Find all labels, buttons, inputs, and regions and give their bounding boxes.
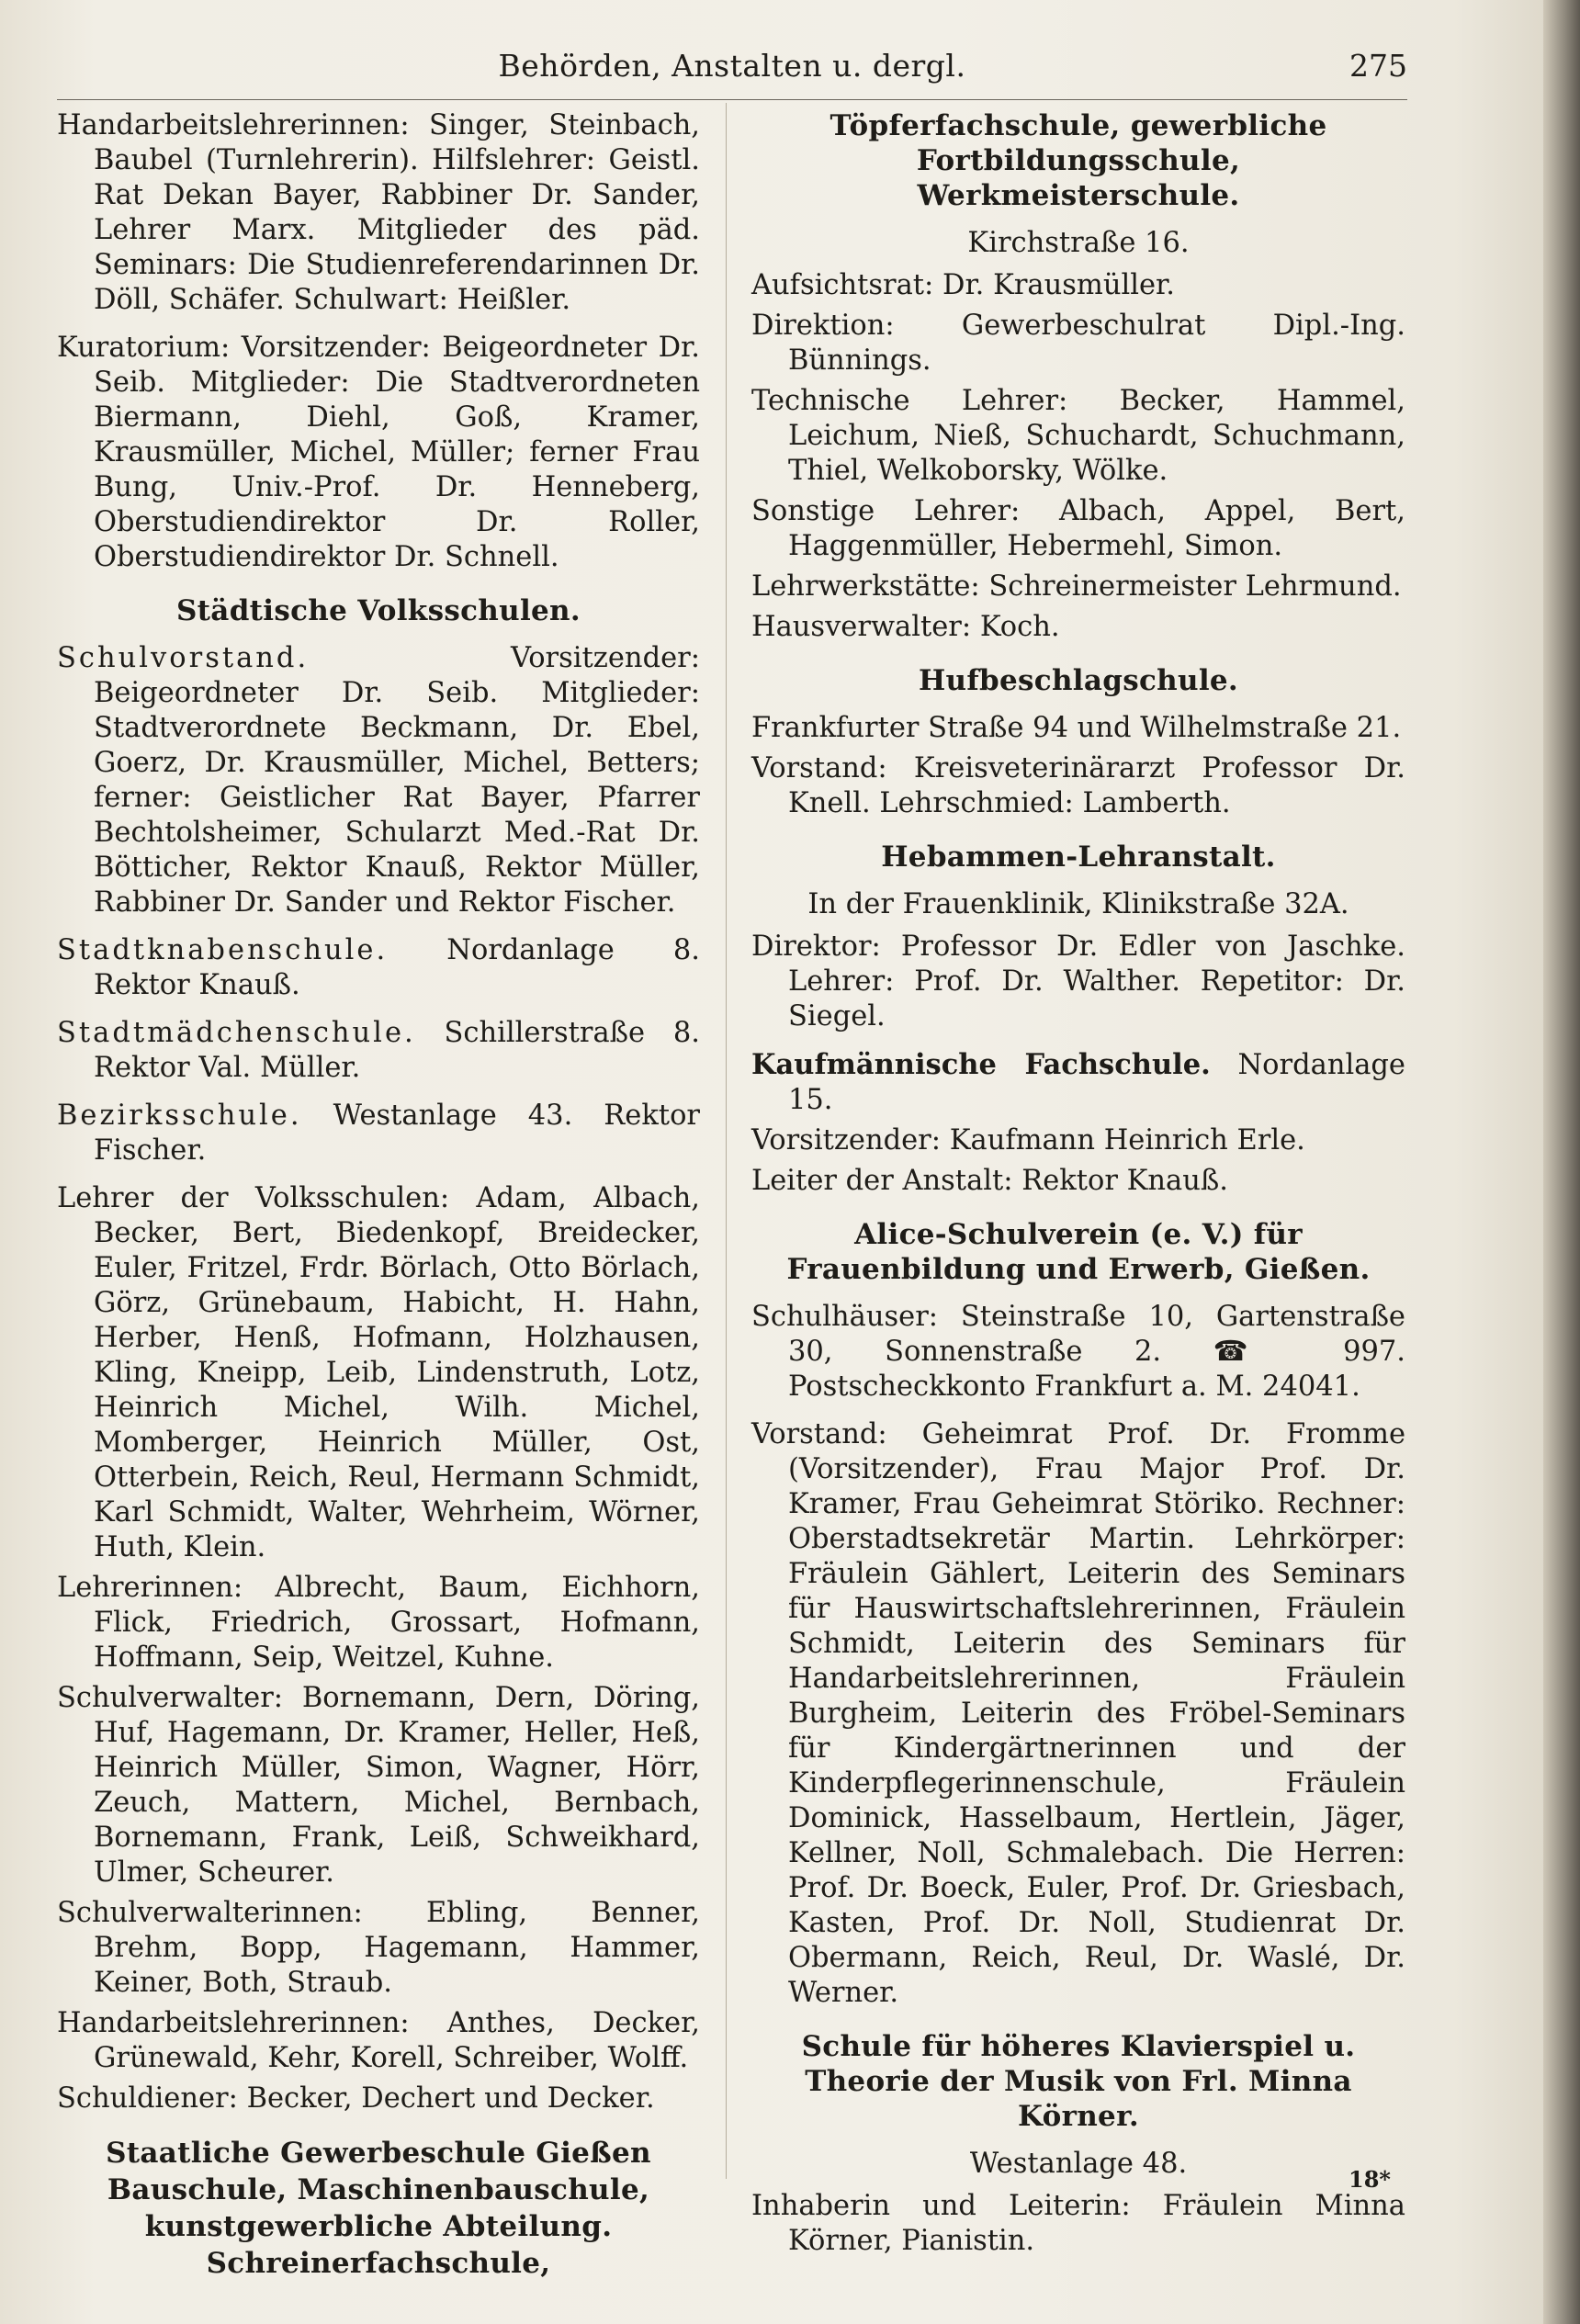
maedchen-label: Stadtmädchenschule. xyxy=(57,1017,416,1049)
paragraph-schulverwalterinnen: Schulverwalterinnen: Ebling, Benner, Brehm, Bopp, Hagemann, Hammer, Keiner, Both, Straub. xyxy=(57,1897,700,1999)
paragraph-direktion: Direktion: Gewerbeschulrat Dipl.-Ing. Bünnings. xyxy=(751,310,1405,377)
schulvorstand-text: Vorsitzender: Beigeordneter Dr. Seib. Mitglieder: Stadtverordnete Beckmann, Dr. Ebel, Goerz, Dr. Krausmüller, Michel, Betters; ferner: Geistlicher Rat Bayer, Pfarrer Bechtolsheimer, Schularzt Med.-Rat Dr. Bötticher, Rektor Knauß, Rektor Müller, Rabbiner Dr. Sander und Rektor Fischer. xyxy=(94,642,700,919)
left-column xyxy=(57,108,700,2295)
huf-address: Frankfurter Straße 94 und Wilhelmstraße 21. xyxy=(751,712,1402,744)
paragraph-schulverwalter: Schulverwalter: Bornemann, Dern, Döring, Huf, Hagemann, Dr. Kramer, Heller, Heß, Heinrich Müller, Simon, Wagner, Hörr, Zeuch, Mattern, Michel, Bernbach, Bornemann, Frank, Leiß, Schweikhard, Ulmer, Scheurer. xyxy=(57,1682,700,1889)
paragraph-handarbeitslehrerinnen: Handarbeitslehrerinnen: Anthes, Decker, Grünewald, Kehr, Korell, Schreiber, Wolff. xyxy=(57,2007,700,2074)
bezirk-text: Westanlage 43. Rektor Fischer. xyxy=(94,1100,701,1167)
paragraph-lehrer: Lehrer der Volksschulen: Adam, Albach, Becker, Bert, Biedenkopf, Breidecker, Euler, Fritzel, Frdr. Börlach, Otto Börlach, Görz, Grünebaum, Habicht, H. Hahn, Herber, Henß, Hofmann, Holzhausen, Kling, Kneipp, Leib, Lindenstruth, Lotz, Heinrich Michel, Wilh. Michel, Momberger, Heinrich Müller, Ost, Otterbein, Reich, Reul, Hermann Schmidt, Karl Schmidt, Walter, Wehrheim, Wörner, Huth, Klein. xyxy=(57,1182,700,1563)
paragraph-klavier-inhaber: Inhaberin und Leiterin: Fräulein Minna Körner, Pianistin. xyxy=(751,2190,1405,2257)
section-title-volksschulen: Städtische Volksschulen. xyxy=(176,594,581,627)
bezirk-label: Bezirksschule. xyxy=(57,1100,302,1132)
paragraph-alice-vorstand: Vorstand: Geheimrat Prof. Dr. Fromme (Vorsitzender), Frau Major Prof. Dr. Kramer, Frau Geheimrat Störiko. Rechner: Oberstadtsekretär Martin. Lehrkörper: Fräulein Gählert, Leiterin des Seminars für Hauswirtschaftslehrerinnen, Fräulein Schmidt, Leiterin des Seminars für Handarbeitslehrerinnen, Fräulein Burgheim, Leiterin des Fröbel-Seminars für Kindergärtnerinnen und der Kinderpflegerinnenschule, Fräulein Dominick, Hasselbaum, Hertlein, Jäger, Kellner, Noll, Schmalebach. Die Herren: Prof. Dr. Boeck, Euler, Prof. Dr. Griesbach, Kasten, Prof. Dr. Noll, Studienrat Dr. Obermann, Reich, Reul, Dr. Waslé, Dr. Werner. xyxy=(751,1418,1405,2009)
page-number: 275 xyxy=(1349,48,1407,84)
paragraph-maedchenschule xyxy=(57,1016,700,1086)
kaufm-title: Kaufmännische Fachschule. xyxy=(751,1048,1211,1081)
knaben-text: Nordanlage 8. Rektor Knauß. xyxy=(94,934,700,1001)
column-divider xyxy=(726,103,727,2179)
paragraph-kuratorium: Kuratorium: Vorsitzender: Beigeordneter Dr. Seib. Mitglieder: Die Stadtverordneten Biermann, Diehl, Goß, Kramer, Krausmüller, Michel, Müller; ferner Frau Bung, Univ.-Prof. Dr. Henneberg, Oberstudiendirektor Dr. Roller, Oberstudiendirektor Dr. Schnell. xyxy=(57,332,700,573)
paragraph-schuldiener: Schuldiener: Becker, Dechert und Decker. xyxy=(57,2082,655,2115)
page-header xyxy=(57,44,1407,100)
maedchen-text: Schillerstraße 8. Rektor Val. Müller. xyxy=(94,1017,700,1084)
paragraph-alice-haeuser: Schulhäuser: Steinstraße 10, Gartenstraße 30, Sonnenstraße 2. ☎ 997. Postscheckkonto Frankfurt a. M. 24041. xyxy=(751,1301,1405,1403)
paragraph-lehrerinnen: Lehrerinnen: Albrecht, Baum, Eichhorn, Flick, Friedrich, Grossart, Hofmann, Hoffmann, Seip, Weitzel, Kuhne. xyxy=(57,1572,700,1674)
paragraph-kaufmaennische xyxy=(751,1047,1405,1118)
hebammen-address: In der Frauenklinik, Klinikstraße 32A. xyxy=(807,888,1349,920)
page-edge xyxy=(1543,0,1580,2324)
klavier-address: Westanlage 48. xyxy=(969,2148,1188,2180)
paragraph-knabenschule xyxy=(57,933,700,1003)
schulvorstand-label: Schulvorstand. xyxy=(57,642,310,674)
paragraph-kaufm-vorsitz: Vorsitzender: Kaufmann Heinrich Erle. xyxy=(751,1124,1305,1156)
paragraph-technische-lehrer: Technische Lehrer: Becker, Hammel, Leichum, Nieß, Schuchardt, Schuchmann, Thiel, Welkoborsky, Wölke. xyxy=(751,385,1405,487)
paragraph-kaufm-leiter: Leiter der Anstalt: Rektor Knauß. xyxy=(751,1165,1228,1197)
section-title-klavierschule: Schule für höheres Klavierspiel u. Theorie der Musik von Frl. Minna Körner. xyxy=(801,2030,1356,2133)
paragraph-aufsichtsrat: Aufsichtsrat: Dr. Krausmüller. xyxy=(751,269,1175,301)
paragraph-huf-vorstand: Vorstand: Kreisveterinärarzt Professor Dr. Knell. Lehrschmied: Lamberth. xyxy=(751,752,1405,819)
paragraph-hebammen-direktor: Direktor: Professor Dr. Edler von Jaschke. Lehrer: Prof. Dr. Walther. Repetitor: Dr. Siegel. xyxy=(751,931,1405,1032)
section-title-toepferfachschule: Töpferfachschule, gewerbliche Fortbildungsschule, Werkmeisterschule. xyxy=(830,109,1327,212)
paragraph-schulvorstand xyxy=(57,641,700,920)
paragraph-sonstige-lehrer: Sonstige Lehrer: Albach, Appel, Bert, Haggenmüller, Hebermehl, Simon. xyxy=(751,495,1405,562)
paragraph-bezirksschule xyxy=(57,1099,700,1168)
kaufm-address: Nordanlage 15. xyxy=(788,1049,1405,1116)
toepfer-address: Kirchstraße 16. xyxy=(967,227,1190,259)
knaben-label: Stadtknabenschule. xyxy=(57,934,389,966)
section-title-alice-schulverein: Alice-Schulverein (e. V.) für Frauenbildung und Erwerb, Gießen. xyxy=(786,1218,1371,1286)
section-title-gewerbeschule: Staatliche Gewerbeschule Gießen Bauschule, Maschinenbauschule, kunstgewerbliche Abteilung. Schreinerfachschule, xyxy=(106,2137,651,2280)
right-column xyxy=(751,108,1405,2272)
section-title-hufbeschlagschule: Hufbeschlagschule. xyxy=(918,664,1239,697)
paragraph-lehrwerkstaette: Lehrwerkstätte: Schreinermeister Lehrmund. xyxy=(751,570,1402,603)
paragraph-handarbeit-staff: Handarbeitslehrerinnen: Singer, Steinbach, Baubel (Turnlehrerin). Hilfslehrer: Geistl. Rat Dekan Bayer, Rabbiner Dr. Sander, Lehrer Marx. Mitglieder des päd. Seminars: Die Studienreferendarinnen Dr. Döll, Schäfer. Schulwart: Heißler. xyxy=(57,109,700,316)
section-title-hebammen: Hebammen-Lehranstalt. xyxy=(881,840,1276,874)
signature-mark: 18* xyxy=(1349,2166,1391,2193)
paragraph-hausverwalter: Hausverwalter: Koch. xyxy=(751,611,1060,643)
running-head: Behörden, Anstalten u. dergl. xyxy=(498,48,966,84)
